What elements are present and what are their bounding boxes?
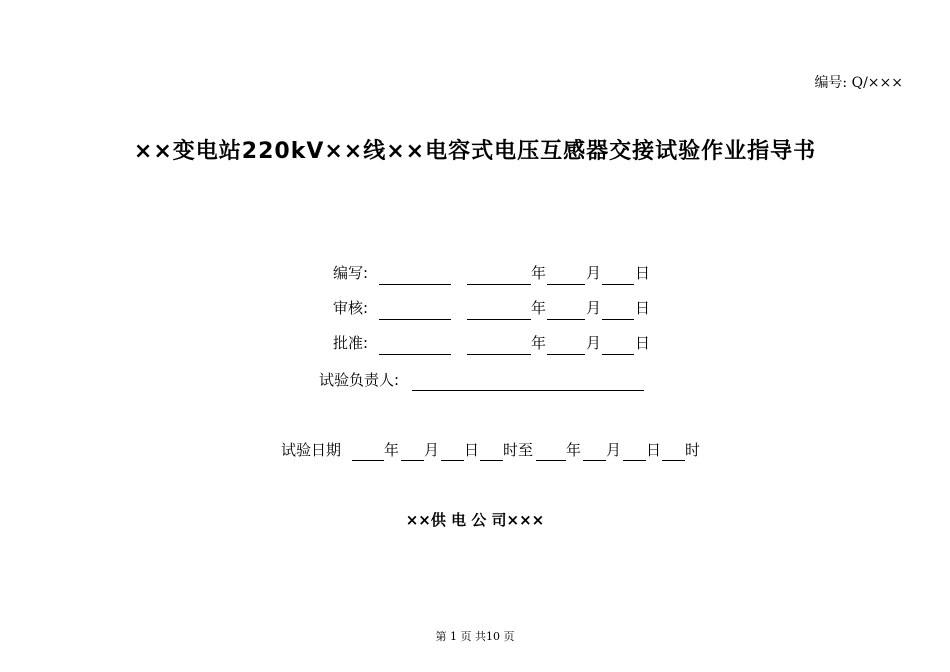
sign-label: 批准: xyxy=(333,334,369,352)
day-line xyxy=(602,319,634,320)
day-label: 日 xyxy=(635,299,651,317)
month-line xyxy=(401,460,424,461)
month-line xyxy=(547,284,585,285)
sign-label: 编写: xyxy=(333,264,369,282)
year2-label: 年 xyxy=(566,441,582,459)
hour-to-label: 时至 xyxy=(503,441,534,459)
month2-label: 月 xyxy=(606,441,622,459)
month-line xyxy=(547,354,585,355)
day2-label: 日 xyxy=(646,441,662,459)
company-name: ××供 电 公 司××× xyxy=(405,511,545,529)
month-line xyxy=(547,319,585,320)
name-line xyxy=(379,284,451,285)
month-label: 月 xyxy=(424,441,440,459)
date-line xyxy=(467,319,531,320)
hour2-line xyxy=(662,460,685,461)
day-label: 日 xyxy=(635,264,651,282)
test-leader-line xyxy=(412,390,644,391)
year2-line xyxy=(536,460,566,461)
name-line xyxy=(379,354,451,355)
date-line xyxy=(467,354,531,355)
test-leader-row xyxy=(319,370,399,390)
date-line xyxy=(467,284,531,285)
hour-line xyxy=(480,460,503,461)
year-label: 年 xyxy=(384,441,400,459)
test-leader-label: 试验负责人: xyxy=(319,371,400,389)
hour2-label: 时 xyxy=(685,441,701,459)
year-line xyxy=(352,460,384,461)
month-label: 月 xyxy=(586,334,602,352)
page-footer: 第 1 页 共10 页 xyxy=(435,630,515,643)
day2-line xyxy=(623,460,646,461)
test-date-label: 试验日期 xyxy=(281,441,342,459)
month2-line xyxy=(583,460,606,461)
day-line xyxy=(441,460,464,461)
sign-label: 审核: xyxy=(333,299,369,317)
year-label: 年 xyxy=(531,334,547,352)
document-title: ××变电站220kV××线××电容式电压互感器交接试验作业指导书 xyxy=(133,139,817,164)
day-line xyxy=(602,354,634,355)
name-line xyxy=(379,319,451,320)
document-number: 编号: Q/××× xyxy=(814,75,903,91)
day-label: 日 xyxy=(464,441,480,459)
day-label: 日 xyxy=(635,334,651,352)
month-label: 月 xyxy=(586,299,602,317)
year-label: 年 xyxy=(531,264,547,282)
day-line xyxy=(602,284,634,285)
month-label: 月 xyxy=(586,264,602,282)
year-label: 年 xyxy=(531,299,547,317)
